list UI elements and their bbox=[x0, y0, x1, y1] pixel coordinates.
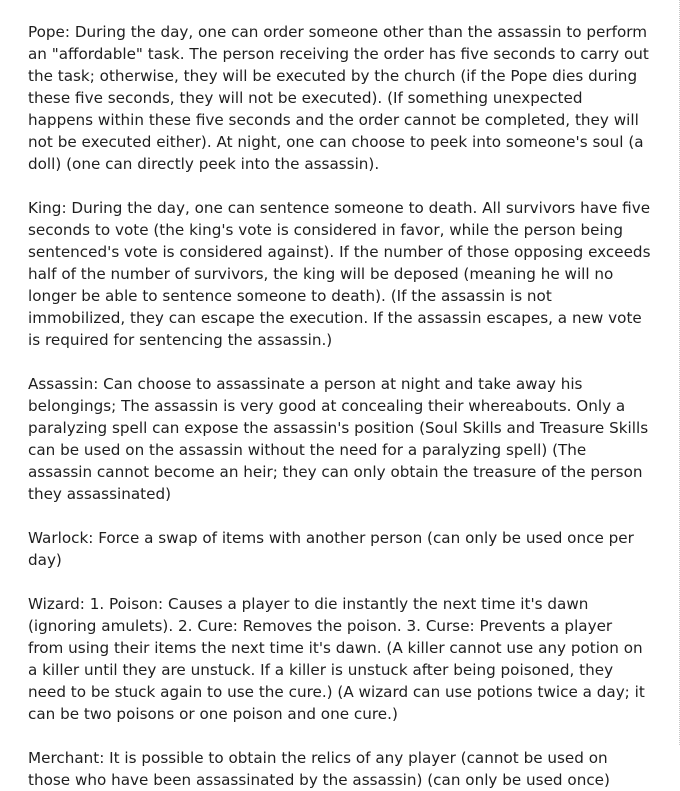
role-description-merchant: Merchant: It is possible to obtain the relics of any player (cannot be used on those who have been assassinated by the assassin) (can only be used once) bbox=[28, 749, 610, 789]
role-description-king: King: During the day, one can sentence someone to death. All survivors have five seconds to vote (the king's vote is considered in favor, while the person being sentenced's vote is considered against). If the number of those opposing exceeds half of the number of survivors, the king will be deposed (meaning he will no longer be able to sentence someone to death). (If the assassin is not immobilized, they can escape the execution. If the assassin escapes, a new vote is required for sentencing the assassin.) bbox=[28, 199, 651, 349]
document-body bbox=[28, 21, 652, 791]
role-description-wizard: Wizard: 1. Poison: Causes a player to die instantly the next time it's dawn (ignoring amulets). 2. Cure: Removes the poison. 3. Curse: Prevents a player from using their items the next time it's dawn. (A killer cannot use any potion on a killer until they are unstuck. If a killer is unstuck after being poisoned, they need to be stuck again to use the cure.) (A wizard can use potions twice a day; it can be two poisons or one poison and one cure.) bbox=[28, 595, 645, 723]
role-description-pope: Pope: During the day, one can order someone other than the assassin to perform an "affordable" task. The person receiving the order has five seconds to carry out the task; otherwise, they will be executed by the church (if the Pope dies during these five seconds, they will not be executed). (If something unexpected happens within these five seconds and the order cannot be completed, they will not be executed either). At night, one can choose to peek into someone's soul (a doll) (one can directly peek into the assassin). bbox=[28, 23, 649, 173]
role-description-assassin: Assassin: Can choose to assassinate a person at night and take away his belongings; The assassin is very good at concealing their whereabouts. Only a paralyzing spell can expose the assassin's position (Soul Skills and Treasure Skills can be used on the assassin without the need for a paralyzing spell) (The assassin cannot become an heir; they can only obtain the treasure of the person they assassinated) bbox=[28, 375, 649, 503]
role-description-warlock: Warlock: Force a swap of items with another person (can only be used once per day) bbox=[28, 529, 634, 569]
